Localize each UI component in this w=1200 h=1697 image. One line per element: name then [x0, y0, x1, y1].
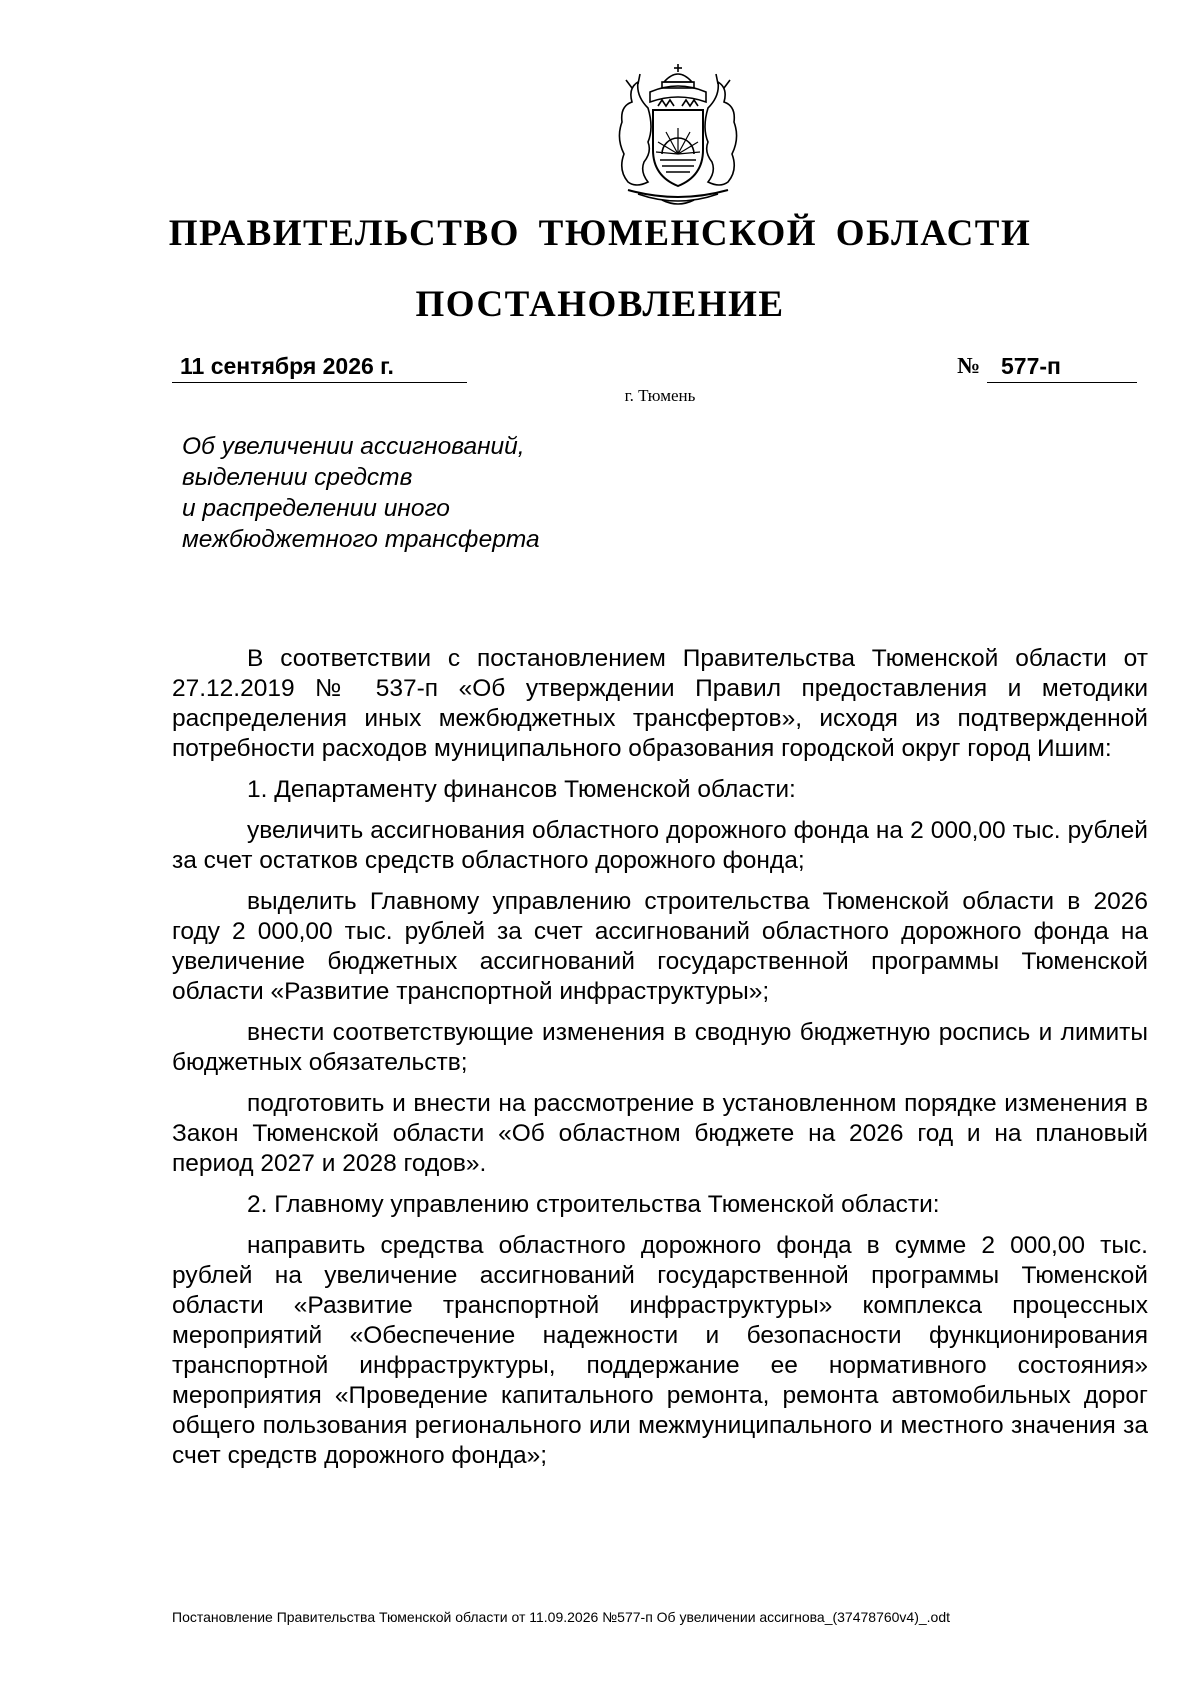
document-type-heading: ПОСТАНОВЛЕНИЕ — [415, 284, 785, 325]
document-city: г. Тюмень — [624, 386, 696, 405]
document-number-block — [957, 353, 1137, 383]
body-paragraph: 1. Департаменту финансов Тюменской области: — [247, 776, 796, 803]
body-paragraph: направить средства областного дорожного фонда в сумме 2 000,00 тыс. рублей на увеличение ассигнований государственной программы Тюменской области «Развитие транспортной инфраструктуры» комплекса процессных мероприятий «Обеспечение надежности и безопасности функционирования транспортной инфраструктуры, поддержание ее нормативного состояния» мероприятия «Проведение капитального ремонта, ремонта автомобильных дорог общего пользования регионального или межмуниципального и местного значения за счет средств дорожного фонда»; — [172, 1232, 1148, 1469]
document-date: 11 сентября 2026 г. — [172, 353, 467, 383]
tyumen-oblast-coat-of-arms-icon — [598, 62, 758, 210]
subject-line: Об увеличении ассигнований, — [182, 433, 525, 460]
body-paragraph: В соответствии с постановлением Правительства Тюменской области от 27.12.2019 № 537-п «Об утверждении Правил предоставления и методики распределения иных межбюджетных трансфертов», исходя из подтвержденной потребности расходов муниципального образования городской округ город Ишим: — [172, 645, 1148, 762]
government-title: ПРАВИТЕЛЬСТВО ТЮМЕНСКОЙ ОБЛАСТИ — [168, 213, 1032, 254]
number-sign: № — [957, 353, 981, 378]
document-body — [172, 644, 1148, 1482]
body-paragraph: подготовить и внести на рассмотрение в установленном порядке изменения в Закон Тюменской области «Об областном бюджете на 2026 год и на плановый период 2027 и 2028 годов». — [172, 1090, 1148, 1177]
body-paragraph: увеличить ассигнования областного дорожного фонда на 2 000,00 тыс. рублей за счет остатков средств областного дорожного фонда; — [172, 817, 1148, 874]
subject-line: выделении средств — [182, 464, 413, 491]
document-subject — [182, 431, 682, 555]
body-paragraph: внести соответствующие изменения в сводную бюджетную роспись и лимиты бюджетных обязательств; — [172, 1019, 1148, 1076]
document-number: 577-п — [987, 353, 1137, 383]
subject-line: межбюджетного трансферта — [182, 526, 540, 553]
subject-line: и распределении иного — [182, 495, 450, 522]
page-footer: Постановление Правительства Тюменской области от 11.09.2026 №577-п Об увеличении ассигнова_(37478760v4)_.odt — [172, 1609, 951, 1625]
body-paragraph: выделить Главному управлению строительства Тюменской области в 2026 году 2 000,00 тыс. рублей за счет ассигнований областного дорожного фонда на увеличение бюджетных ассигнований государственной программы Тюменской области «Развитие транспортной инфраструктуры»; — [172, 888, 1148, 1005]
body-paragraph: 2. Главному управлению строительства Тюменской области: — [247, 1191, 940, 1218]
